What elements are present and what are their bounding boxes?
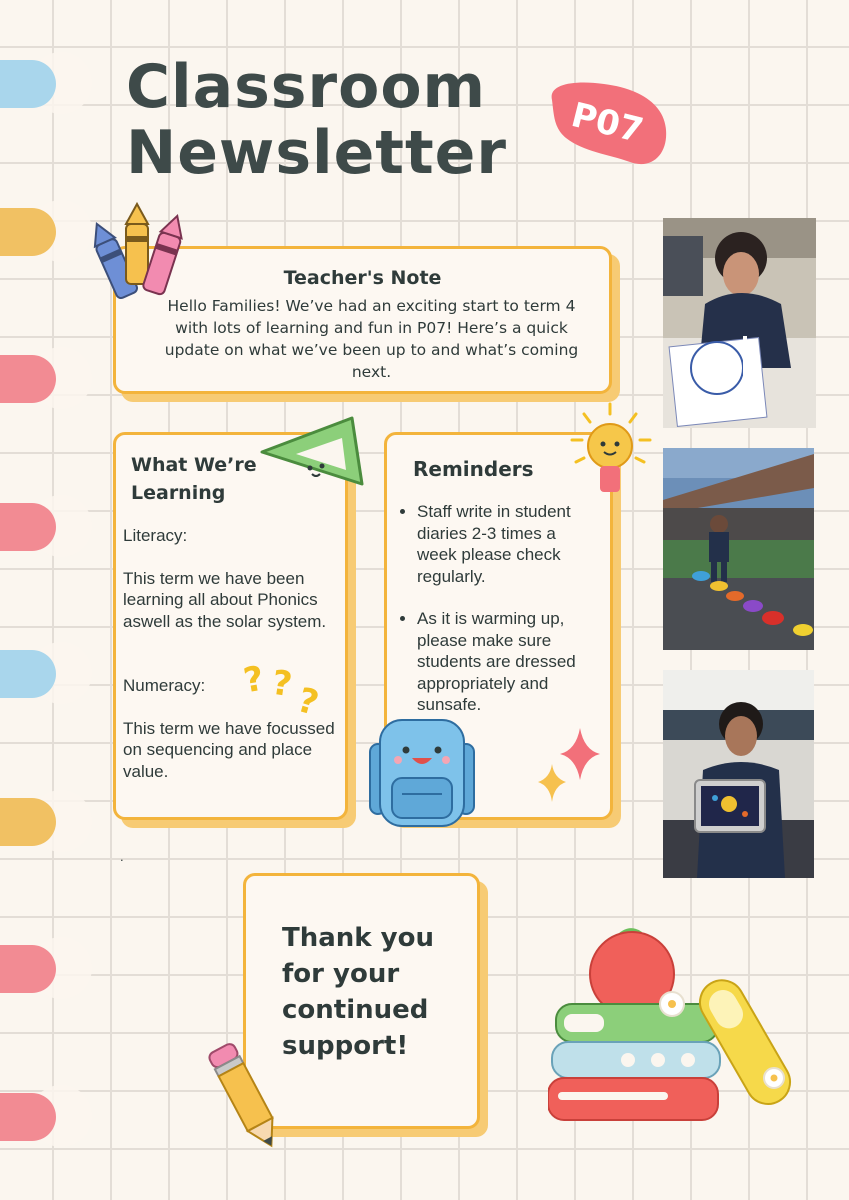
photo-stepping-stones — [663, 448, 814, 650]
literacy-text: This term we have been learning all about Phonics aswell as the solar system. — [123, 568, 327, 631]
binder-tab-yellow — [0, 208, 56, 256]
reminder-item: • Staff write in student diaries 2-3 times a week please check regularly. — [417, 501, 600, 587]
class-badge-label: P07 — [567, 95, 648, 152]
reminder-item: • As it is warming up, please make sure students are dressed appropriately and sunsafe. — [417, 608, 600, 716]
binder-tab-blue — [0, 650, 56, 698]
thanks-line-1: Thank you — [282, 923, 434, 953]
binder-tab-pink — [0, 503, 56, 551]
thanks-line-4: support! — [282, 1031, 409, 1061]
lightbulb-icon — [566, 400, 656, 504]
class-badge — [544, 78, 668, 170]
footer-dot: . — [120, 849, 124, 864]
binder-tab-blue — [0, 60, 56, 108]
literacy-heading: Literacy: — [123, 526, 188, 545]
learning-content — [123, 525, 337, 782]
reminders-title: Reminders — [413, 457, 534, 481]
title-line-2: Newsletter — [126, 118, 507, 188]
binder-tab-pink — [0, 945, 56, 993]
thanks-line-3: continued — [282, 995, 429, 1025]
question-marks-icon: ? ? ? — [240, 658, 323, 724]
numeracy-text: This term we have focussed on sequencing and place value. — [123, 718, 335, 781]
backpack-icon — [362, 714, 482, 830]
sparkles-icon — [534, 726, 604, 806]
thanks-line-2: for your — [282, 959, 400, 989]
learning-title-line-2: Learning — [131, 482, 226, 504]
learning-card — [113, 432, 348, 820]
teachers-note-title: Teacher's Note — [283, 267, 442, 289]
binder-tab-yellow — [0, 798, 56, 846]
numeracy-heading: Numeracy: — [123, 676, 206, 695]
title-line-1: Classroom — [126, 52, 487, 122]
triangle-ruler-icon — [256, 412, 368, 490]
binder-tab-pink — [0, 355, 56, 403]
books-apple-icon — [548, 920, 792, 1130]
learning-title-line-1: What We’re — [131, 454, 257, 476]
binder-tab-pink — [0, 1093, 56, 1141]
reminders-list — [395, 501, 600, 716]
teachers-note-body: Hello Families! We’ve had an exciting start to term 4 with lots of learning and fun in P07! Here’s a quick update on what we’ve been up to and what’s coming next. — [164, 297, 579, 381]
page-title — [126, 54, 507, 186]
photo-student-drawing — [663, 218, 816, 428]
pencil-icon — [206, 1038, 286, 1156]
thank-you-message — [282, 920, 477, 1064]
photo-student-tablet — [663, 670, 814, 878]
crayons-icon — [84, 200, 194, 304]
